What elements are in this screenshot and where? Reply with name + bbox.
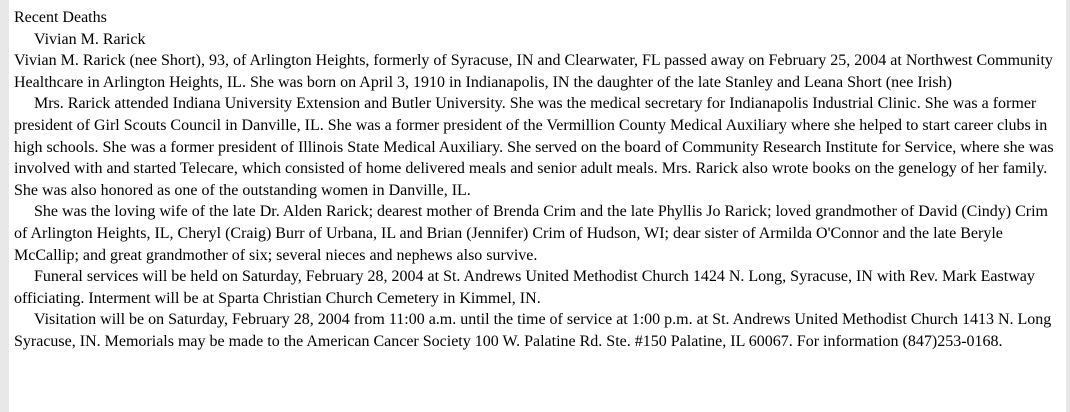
obituary-paragraph-funeral: Funeral services will be held on Saturday, February 28, 2004 at St. Andrews United Methodist Church 1424 N. Long, Syracuse, IN with Rev. Mark Eastway officiating. Interment will be at Sparta Christian Church Cemetery in Kimmel, IN. [14, 268, 1035, 307]
obituary-paragraph-intro: Vivian M. Rarick (nee Short), 93, of Arlington Heights, formerly of Syracuse, IN and Clearwater, FL passed away on February 25, 2004 at Northwest Community Healthcare in Arlington Heights, IL. She was born on April 3, 1910 in Indianapolis, IN the daughter of the late Stanley and Leana Short (nee Irish) [14, 52, 1053, 91]
section-heading: Recent Deaths [14, 9, 107, 26]
left-margin-bar [0, 0, 9, 412]
deceased-name: Vivian M. Rarick [34, 30, 146, 48]
obituary-paragraph-visitation: Visitation will be on Saturday, February 28, 2004 from 11:00 a.m. until the time of service at 1:00 p.m. at St. Andrews United Methodist Church 1413 N. Long Syracuse, IN. Memorials may be made to the American Cancer Society 100 W. Palatine Rd. Ste. #150 Palatine, IL 60067. For information (847)253-0168. [14, 311, 1052, 350]
right-margin-bar [1066, 0, 1070, 412]
obituary-document [14, 7, 1064, 353]
obituary-paragraph-survivors: She was the loving wife of the late Dr. Alden Rarick; dearest mother of Brenda Crim and the late Phyllis Jo Rarick; loved grandmother of David (Cindy) Crim of Arlington Heights, IL, Cheryl (Craig) Burr of Urbana, IL and Brian (Jennifer) Crim of Hudson, WI; dear sister of Armilda O'Connor and the late Beryle McCallip; and great grandmother of six; several nieces and nephews also survive. [14, 203, 1048, 264]
obituary-paragraph-biography: Mrs. Rarick attended Indiana University Extension and Butler University. She was the medical secretary for Indianapolis Industrial Clinic. She was a former president of Girl Scouts Council in Danville, IL. She was a former president of the Vermillion County Medical Auxiliary where she helped to start career clubs in high schools. She was a former president of Illinois State Medical Auxiliary. She served on the board of Community Research Institute for Service, where she was involved with and started Telecare, which consisted of home delivered meals and senior adult meals. Mrs. Rarick also wrote books on the genelogy of her family. She was also honored as one of the outstanding women in Danville, IL. [14, 95, 1054, 199]
